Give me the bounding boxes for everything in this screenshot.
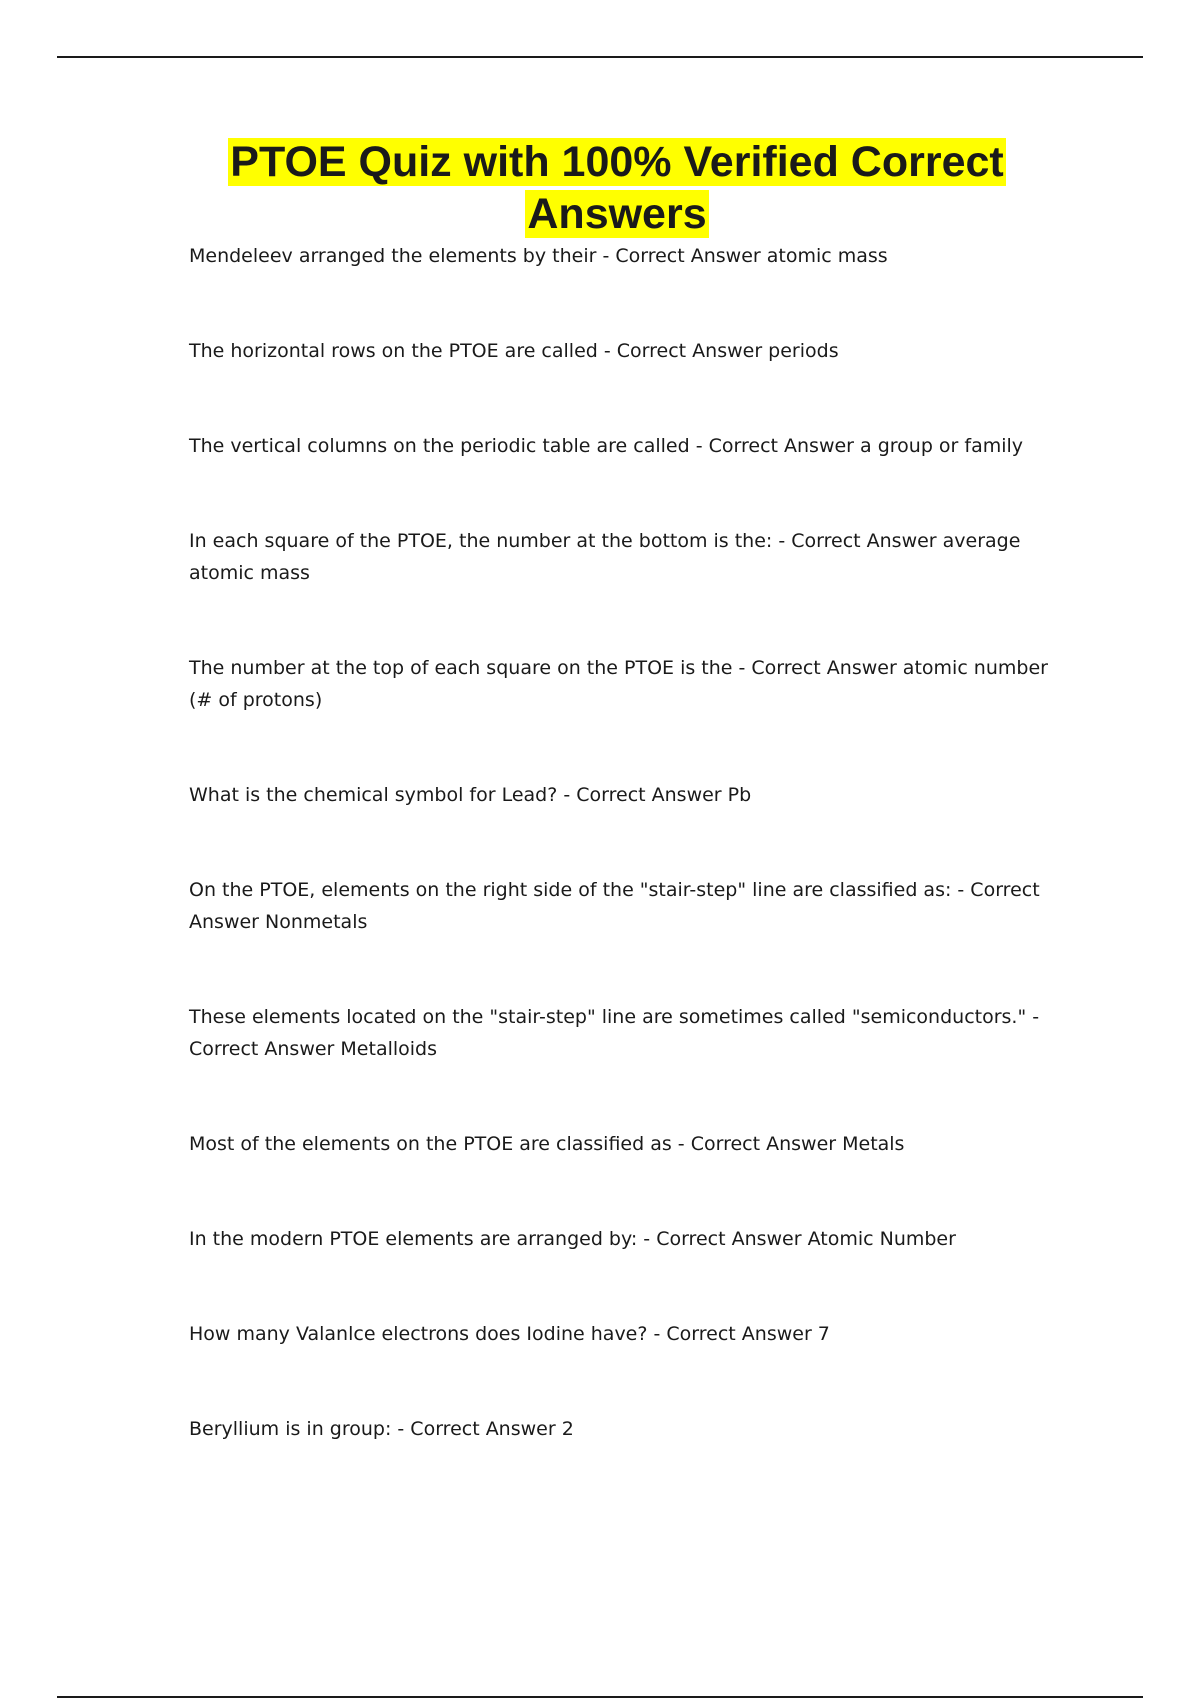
qa-item: In the modern PTOE elements are arranged by: - Correct Answer Atomic Number xyxy=(189,1228,956,1250)
qa-item: How many Valanlce electrons does Iodine have? - Correct Answer 7 xyxy=(189,1323,830,1345)
qa-item: On the PTOE, elements on the right side of the "stair-step" line are classified as: - Correct Answer Nonmetals xyxy=(189,879,1040,933)
title-line-1: PTOE Quiz with 100% Verified Correct xyxy=(230,138,1004,186)
document-title xyxy=(150,136,1084,240)
qa-item: These elements located on the "stair-step" line are sometimes called "semiconductors." - Correct Answer Metalloids xyxy=(189,1006,1040,1060)
qa-item: What is the chemical symbol for Lead? - Correct Answer Pb xyxy=(189,784,752,806)
footer-rule xyxy=(57,1696,1143,1698)
qa-item: The vertical columns on the periodic table are called - Correct Answer a group or family xyxy=(189,435,1024,457)
qa-item: Most of the elements on the PTOE are classified as - Correct Answer Metals xyxy=(189,1133,905,1155)
qa-list xyxy=(189,240,1059,1508)
qa-item: The horizontal rows on the PTOE are called - Correct Answer periods xyxy=(189,340,839,362)
title-line-2: Answers xyxy=(527,190,707,238)
qa-item: Beryllium is in group: - Correct Answer 2 xyxy=(189,1418,574,1440)
qa-item: In each square of the PTOE, the number at the bottom is the: - Correct Answer average atomic mass xyxy=(189,530,1021,584)
qa-item: Mendeleev arranged the elements by their - Correct Answer atomic mass xyxy=(189,245,888,267)
header-rule xyxy=(57,56,1143,58)
qa-item: The number at the top of each square on the PTOE is the - Correct Answer atomic number (# of protons) xyxy=(189,657,1048,711)
